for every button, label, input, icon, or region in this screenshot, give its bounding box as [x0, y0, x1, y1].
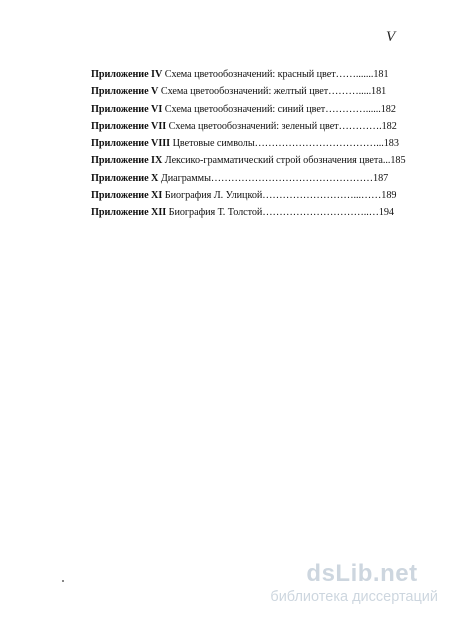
- toc-entry-text: Схема цветообозначений: синий цвет…………......182: [162, 103, 396, 115]
- handwritten-page-mark: V: [386, 29, 396, 45]
- toc-entry-text: Биография Т. Толстой…………………………..…194: [166, 207, 394, 219]
- toc-entry-appendix-v: [91, 83, 391, 100]
- toc-entry-label: Приложение XI: [91, 190, 163, 202]
- toc-entry-text: Диаграммы…………………………………………187: [158, 172, 389, 184]
- table-of-contents: [91, 66, 406, 222]
- toc-entry-text: Схема цветообозначений: зеленый цвет………….182: [166, 120, 397, 132]
- toc-entry-label: Приложение VII: [91, 120, 167, 132]
- toc-entry-label: Приложение VIII: [91, 138, 171, 150]
- watermark-subtitle: библиотека диссертаций: [270, 588, 438, 605]
- toc-entry-text: Лексико-грамматический строй обозначения цвета...185: [162, 155, 406, 167]
- toc-entry-text: Биография Л. Улицкой………………………...……189: [162, 190, 397, 202]
- toc-entry-label: Приложение VI: [91, 103, 163, 115]
- toc-entry-appendix-iv: [91, 66, 391, 83]
- toc-entry-appendix-vii: [91, 118, 397, 135]
- toc-entry-label: Приложение IX: [91, 155, 163, 167]
- toc-entry-appendix-viii: [91, 135, 399, 152]
- toc-entry-text: Цветовые символы………………………………...183: [170, 138, 399, 150]
- toc-entry-label: Приложение V: [91, 86, 159, 98]
- watermark: [270, 559, 438, 606]
- watermark-logo: dsLib.net: [306, 559, 418, 587]
- scan-speck: [62, 580, 64, 582]
- toc-entry-appendix-x: [91, 170, 391, 187]
- toc-entry-text: Схема цветообозначений: желтый цвет……….....181: [158, 86, 387, 98]
- toc-entry-label: Приложение XII: [91, 207, 167, 219]
- toc-entry-appendix-xii: [91, 204, 394, 221]
- toc-entry-appendix-xi: [91, 187, 397, 204]
- toc-entry-appendix-ix: [91, 152, 406, 169]
- toc-entry-label: Приложение X: [91, 172, 159, 184]
- toc-entry-appendix-vi: [91, 101, 396, 118]
- toc-entry-text: Схема цветообозначений: красный цвет…….......181: [162, 69, 389, 80]
- toc-entry-label: Приложение IV: [91, 69, 163, 80]
